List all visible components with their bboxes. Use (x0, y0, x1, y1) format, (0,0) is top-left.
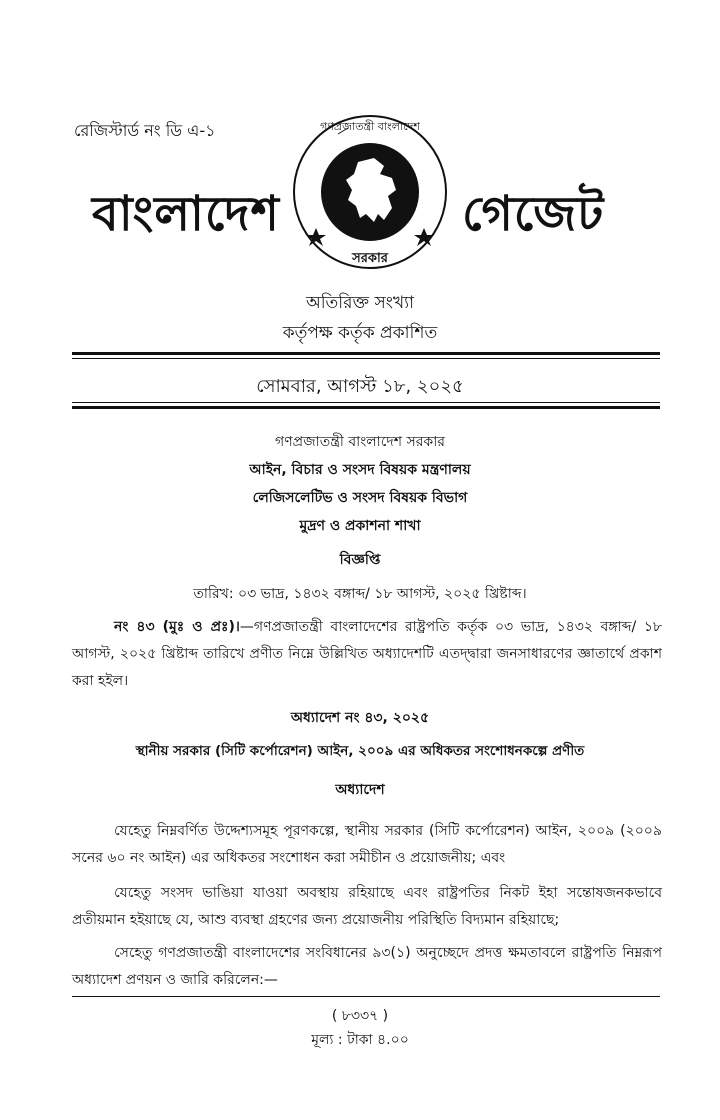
notice-date: তারিখ: ০৩ ভাদ্র, ১৪৩২ বঙ্গাব্দ/ ১৮ আগস্ট, ২০২৫ খ্রিষ্টাব্দ। (193, 586, 527, 602)
ordinance-paragraph-2 (72, 880, 662, 934)
government-seal (288, 110, 452, 274)
paragraph-2-text: যেহেতু সংসদ ভাঙিয়া যাওয়া অবস্থায় রহিয়াছে এবং রাষ্ট্রপতির নিকট ইহা সন্তোষজনকভাবে প্রতীয়মান হইয়াছে যে, আশু ব্যবস্থা গ্রহণের জন্য প্রয়োজনীয় পরিস্থিতি বিদ্যমান রহিয়াছে; (72, 885, 662, 928)
top-rule-thick (72, 352, 660, 355)
page-number: ( ৮৩৩৭ ) (331, 1008, 389, 1024)
branch-name: মুদ্রণ ও প্রকাশনা শাখা (299, 518, 421, 534)
extra-issue-label: অতিরিক্ত সংখ্যা (305, 293, 415, 313)
price-label: মূল্য : টাকা ৪.০০ (311, 1032, 409, 1048)
ordinance-heading: অধ্যাদেশ (335, 782, 385, 798)
government-name: গণপ্রজাতন্ত্রী বাংলাদেশ সরকার (275, 434, 445, 450)
ordinance-number: অধ্যাদেশ নং ৪৩, ২০২৫ (290, 710, 430, 726)
footer-rule (72, 996, 660, 997)
gazette-title-left: বাংলাদেশ (92, 186, 280, 242)
registered-number: রেজিস্টার্ড নং ডি এ-১ (74, 121, 216, 140)
paragraph-1-text: যেহেতু নিম্নবর্ণিত উদ্দেশ্যসমূহ পূরণকল্পে, স্থানীয় সরকার (সিটি কর্পোরেশন) আইন, ২০০৯ (২০০৯ সনের ৬০ নং আইন) এর অধিকতর সংশোধন করা সমীচীন ও প্রয়োজনীয়; এবং (72, 823, 662, 866)
paragraph-3-text: সেহেতু গণপ্রজাতন্ত্রী বাংলাদেশের সংবিধানের ৯৩(১) অনুচ্ছেদে প্রদত্ত ক্ষমতাবলে রাষ্ট্রপতি নিম্নরূপ অধ্যাদেশ প্রণয়ন ও জারি করিলেন:— (72, 945, 662, 988)
ordinance-paragraph-3 (72, 940, 662, 994)
division-name: লেজিসলেটিভ ও সংসদ বিষয়ক বিভাগ (252, 490, 468, 506)
gazette-title-right: গেজেট (462, 186, 605, 242)
ministry-name: আইন, বিচার ও সংসদ বিষয়ক মন্ত্রণালয় (249, 462, 471, 478)
notice-heading: বিজ্ঞপ্তি (339, 552, 381, 568)
ordinance-paragraph-1 (72, 818, 662, 872)
top-rule-thin (72, 358, 660, 359)
published-by-label: কর্তৃপক্ষ কর্তৃক প্রকাশিত (282, 323, 438, 343)
date-rule-thin (72, 402, 660, 403)
notice-ref-number: নং ৪৩ (মুঃ ও প্রঃ)। (114, 619, 240, 635)
seal-text-bottom: সরকার (352, 251, 388, 266)
issue-date: সোমবার, আগস্ট ১৮, ২০২৫ (256, 376, 464, 397)
notice-body: —গণপ্রজাতন্ত্রী বাংলাদেশের রাষ্ট্রপতি কর্তৃক ০৩ ভাদ্র, ১৪৩২ বঙ্গাব্দ/ ১৮ আগস্ট, ২০২৫ খ্রিষ্টাব্দ তারিখে প্রণীত নিম্নে উল্লিখিত অধ্যাদেশটি এতদ্দ্বারা জনসাধারণের জ্ঞাতার্থে প্রকাশ করা হইল। (72, 619, 662, 689)
notice-paragraph (72, 614, 662, 695)
seal-text-top: গণপ্রজাতন্ত্রী বাংলাদেশ (320, 120, 420, 133)
date-rule-thick (72, 406, 660, 409)
ordinance-title: স্থানীয় সরকার (সিটি কর্পোরেশন) আইন, ২০০৯ এর অধিকতর সংশোধনকল্পে প্রণীত (135, 743, 585, 759)
